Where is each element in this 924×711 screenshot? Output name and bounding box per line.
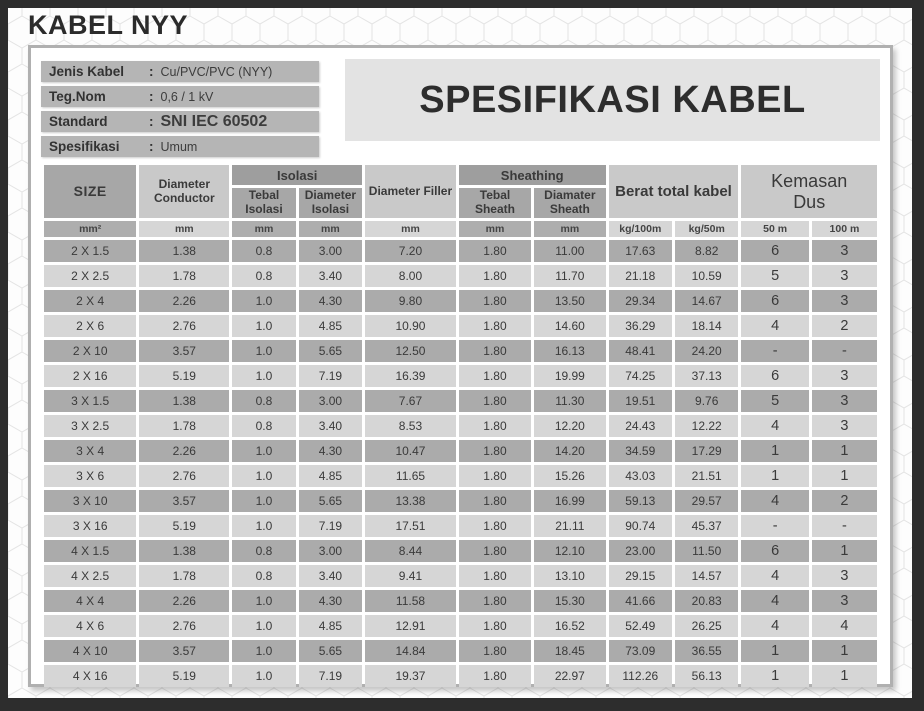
cell-value: 1.0: [232, 365, 295, 387]
cell-value: 1.80: [459, 590, 531, 612]
cell-value: 36.55: [675, 640, 738, 662]
cell-value: 23.00: [609, 540, 672, 562]
cell-size: 3 X 2.5: [44, 415, 136, 437]
table-row: [44, 640, 877, 662]
cell-value: 7.67: [365, 390, 456, 412]
cell-value: 5: [741, 390, 808, 412]
info-value: SNI IEC 60502: [160, 112, 268, 130]
cell-value: 0.8: [232, 415, 295, 437]
table-row: [44, 340, 877, 362]
table-row: [44, 390, 877, 412]
header-diameter-filler: Diameter Filler: [365, 165, 456, 218]
header-diameter-isolasi: Diameter Isolasi: [299, 188, 362, 218]
unit-cell: 100 m: [812, 221, 877, 237]
cell-value: 9.80: [365, 290, 456, 312]
cell-size: 4 X 10: [44, 640, 136, 662]
cell-value: 4: [741, 490, 808, 512]
table-row: [44, 615, 877, 637]
table-row: [44, 265, 877, 287]
info-row-teg-nom: [41, 86, 319, 107]
cell-value: 2: [812, 490, 877, 512]
cell-value: 17.63: [609, 240, 672, 262]
cell-value: 12.22: [675, 415, 738, 437]
table-row: [44, 415, 877, 437]
cell-value: 4: [741, 615, 808, 637]
table-row: [44, 315, 877, 337]
cell-value: 7.20: [365, 240, 456, 262]
table-row: [44, 240, 877, 262]
cell-value: 6: [741, 540, 808, 562]
table-row: [44, 590, 877, 612]
cell-value: 2.26: [139, 590, 229, 612]
info-value: Cu/PVC/PVC (NYY): [160, 64, 273, 79]
cell-value: 3.40: [299, 265, 362, 287]
cell-value: 5.65: [299, 340, 362, 362]
table-row: [44, 490, 877, 512]
cell-value: 5.19: [139, 665, 229, 687]
cell-value: 4: [812, 615, 877, 637]
unit-cell: mm: [299, 221, 362, 237]
cell-value: 11.70: [534, 265, 605, 287]
cell-value: 1.80: [459, 615, 531, 637]
cell-value: 1: [741, 665, 808, 687]
cell-value: 1.80: [459, 315, 531, 337]
cell-value: 17.51: [365, 515, 456, 537]
cell-value: 2.76: [139, 315, 229, 337]
cell-value: 2.76: [139, 615, 229, 637]
cell-value: 12.20: [534, 415, 605, 437]
cell-value: 1.80: [459, 390, 531, 412]
unit-cell: mm: [365, 221, 456, 237]
cell-value: 1.0: [232, 465, 295, 487]
cell-size: 2 X 6: [44, 315, 136, 337]
cell-value: 1.0: [232, 590, 295, 612]
cell-value: 3: [812, 590, 877, 612]
cell-value: 3: [812, 565, 877, 587]
unit-cell: mm: [534, 221, 605, 237]
info-row-standard: [41, 111, 319, 132]
cell-value: 9.76: [675, 390, 738, 412]
cell-value: 48.41: [609, 340, 672, 362]
cell-value: 6: [741, 290, 808, 312]
cell-value: 15.30: [534, 590, 605, 612]
cell-value: 14.67: [675, 290, 738, 312]
cell-value: 19.99: [534, 365, 605, 387]
info-label: Spesifikasi: [49, 139, 120, 154]
cell-value: 17.29: [675, 440, 738, 462]
cell-size: 3 X 10: [44, 490, 136, 512]
cell-value: 1.80: [459, 640, 531, 662]
cell-value: 0.8: [232, 540, 295, 562]
header-kemasan-dus: [741, 165, 877, 218]
cell-value: 13.10: [534, 565, 605, 587]
cell-value: 1: [812, 440, 877, 462]
unit-cell: 50 m: [741, 221, 808, 237]
cell-value: 29.57: [675, 490, 738, 512]
table-row: [44, 565, 877, 587]
cell-value: 11.50: [675, 540, 738, 562]
header-tebal-sheath: Tebal Sheath: [459, 188, 531, 218]
cell-value: 7.19: [299, 665, 362, 687]
cell-size: 4 X 1.5: [44, 540, 136, 562]
cell-value: 1.0: [232, 490, 295, 512]
cell-value: 1: [741, 440, 808, 462]
spec-title-box: [345, 59, 880, 141]
cell-size: 3 X 1.5: [44, 390, 136, 412]
cell-value: 1.0: [232, 340, 295, 362]
cell-value: 3.57: [139, 340, 229, 362]
table-row: [44, 465, 877, 487]
spec-table-body: [44, 240, 877, 687]
cell-value: 0.8: [232, 390, 295, 412]
cell-value: 21.11: [534, 515, 605, 537]
info-label: Standard: [49, 114, 108, 129]
cell-value: 4.30: [299, 590, 362, 612]
cell-value: 1.80: [459, 565, 531, 587]
unit-cell: mm: [232, 221, 295, 237]
unit-cell: kg/100m: [609, 221, 672, 237]
cell-value: 3.00: [299, 240, 362, 262]
cell-value: 3: [812, 390, 877, 412]
header-diamater-sheath: Diamater Sheath: [534, 188, 605, 218]
cell-value: 3: [812, 290, 877, 312]
cell-value: 21.18: [609, 265, 672, 287]
info-label: Teg.Nom: [49, 89, 106, 104]
cell-value: 3.00: [299, 540, 362, 562]
header-berat-total-kabel: Berat total kabel: [609, 165, 739, 218]
cell-value: 74.25: [609, 365, 672, 387]
cell-value: 18.14: [675, 315, 738, 337]
cell-size: 4 X 16: [44, 665, 136, 687]
info-colon: :: [149, 114, 154, 129]
units-row: [44, 221, 877, 237]
cell-value: 13.50: [534, 290, 605, 312]
unit-cell: mm: [459, 221, 531, 237]
cell-value: 4: [741, 315, 808, 337]
panel-header: [41, 57, 880, 157]
cell-value: 19.51: [609, 390, 672, 412]
info-colon: :: [149, 139, 154, 154]
table-row: [44, 290, 877, 312]
cell-value: 73.09: [609, 640, 672, 662]
cell-value: 14.20: [534, 440, 605, 462]
cell-value: 52.49: [609, 615, 672, 637]
cell-value: 16.52: [534, 615, 605, 637]
cell-value: 26.25: [675, 615, 738, 637]
info-value: Umum: [160, 139, 198, 154]
cell-size: 3 X 4: [44, 440, 136, 462]
cell-value: 1.80: [459, 240, 531, 262]
cell-value: 3: [812, 415, 877, 437]
info-colon: :: [149, 64, 154, 79]
cell-value: 59.13: [609, 490, 672, 512]
cell-value: 3: [812, 365, 877, 387]
cell-value: -: [812, 340, 877, 362]
cell-value: 14.84: [365, 640, 456, 662]
cell-value: 1.80: [459, 465, 531, 487]
cell-value: 5.65: [299, 640, 362, 662]
cell-value: 1.80: [459, 290, 531, 312]
cell-value: 1.80: [459, 440, 531, 462]
cell-value: 12.10: [534, 540, 605, 562]
cell-value: 0.8: [232, 265, 295, 287]
table-row: [44, 515, 877, 537]
cell-value: 1.80: [459, 665, 531, 687]
cell-value: 5: [741, 265, 808, 287]
cell-value: 4: [741, 590, 808, 612]
cell-value: 112.26: [609, 665, 672, 687]
cell-value: 15.26: [534, 465, 605, 487]
cell-value: 18.45: [534, 640, 605, 662]
cell-size: 2 X 10: [44, 340, 136, 362]
info-row-jenis-kabel: [41, 61, 319, 82]
cell-value: 5.65: [299, 490, 362, 512]
cell-value: 1.80: [459, 415, 531, 437]
cell-value: 1.38: [139, 240, 229, 262]
cell-value: 9.41: [365, 565, 456, 587]
cell-value: 22.97: [534, 665, 605, 687]
cell-value: 1.0: [232, 665, 295, 687]
header-group-sheathing: Sheathing: [459, 165, 606, 185]
cell-value: 4.30: [299, 440, 362, 462]
cell-value: 37.13: [675, 365, 738, 387]
spec-title: SPESIFIKASI KABEL: [419, 78, 806, 121]
cell-value: 1.80: [459, 515, 531, 537]
page-title: KABEL NYY: [28, 10, 189, 40]
cell-value: 36.29: [609, 315, 672, 337]
cell-value: 29.15: [609, 565, 672, 587]
cell-value: 90.74: [609, 515, 672, 537]
cell-value: 10.59: [675, 265, 738, 287]
cell-value: 14.60: [534, 315, 605, 337]
cell-value: 8.44: [365, 540, 456, 562]
header-size: SIZE: [44, 165, 136, 218]
cell-value: 29.34: [609, 290, 672, 312]
cell-value: 1.0: [232, 315, 295, 337]
cell-size: 4 X 4: [44, 590, 136, 612]
cell-value: 10.47: [365, 440, 456, 462]
unit-cell: mm: [139, 221, 229, 237]
info-value: 0,6 / 1 kV: [160, 89, 214, 104]
cell-value: 3.57: [139, 490, 229, 512]
cell-value: 20.83: [675, 590, 738, 612]
info-box: [41, 61, 319, 157]
cell-value: 5.19: [139, 365, 229, 387]
info-label: Jenis Kabel: [49, 64, 125, 79]
cell-size: 2 X 1.5: [44, 240, 136, 262]
cell-value: 0.8: [232, 565, 295, 587]
cell-value: 1.78: [139, 265, 229, 287]
cell-value: 0.8: [232, 240, 295, 262]
cell-size: 4 X 2.5: [44, 565, 136, 587]
table-row: [44, 365, 877, 387]
cell-value: 3: [812, 240, 877, 262]
cell-value: 1.80: [459, 365, 531, 387]
cell-value: 1.0: [232, 290, 295, 312]
cell-value: 8.82: [675, 240, 738, 262]
cell-value: 1.0: [232, 615, 295, 637]
cell-value: 4.30: [299, 290, 362, 312]
table-row: [44, 440, 877, 462]
cell-value: 1: [812, 640, 877, 662]
table-row: [44, 540, 877, 562]
cell-value: 1: [812, 665, 877, 687]
header-kemasan-dus-label: Kemasan Dus: [771, 170, 848, 212]
cell-value: 11.00: [534, 240, 605, 262]
cell-value: 1: [741, 640, 808, 662]
unit-cell: kg/50m: [675, 221, 738, 237]
cell-value: 4.85: [299, 465, 362, 487]
cell-value: 1.0: [232, 515, 295, 537]
cell-value: 8.00: [365, 265, 456, 287]
cell-value: 3.40: [299, 565, 362, 587]
cell-value: 10.90: [365, 315, 456, 337]
spec-panel: [28, 45, 893, 687]
cell-value: 4.85: [299, 315, 362, 337]
cell-value: 16.13: [534, 340, 605, 362]
cell-value: 3: [812, 265, 877, 287]
cell-size: 2 X 4: [44, 290, 136, 312]
cell-value: -: [812, 515, 877, 537]
cell-size: 2 X 16: [44, 365, 136, 387]
cell-value: 41.66: [609, 590, 672, 612]
cell-value: 1.0: [232, 640, 295, 662]
cell-value: 1.0: [232, 440, 295, 462]
header-diameter-conductor: Diameter Conductor: [139, 165, 229, 218]
cell-value: 16.99: [534, 490, 605, 512]
cell-value: 11.30: [534, 390, 605, 412]
cell-value: 1.80: [459, 540, 531, 562]
cell-value: 1.80: [459, 340, 531, 362]
cell-value: 2.26: [139, 290, 229, 312]
cell-value: 1: [741, 465, 808, 487]
unit-cell: mm²: [44, 221, 136, 237]
cell-size: 4 X 6: [44, 615, 136, 637]
info-colon: :: [149, 89, 154, 104]
cell-value: 56.13: [675, 665, 738, 687]
cell-value: 6: [741, 365, 808, 387]
cell-value: 13.38: [365, 490, 456, 512]
cell-value: 3.00: [299, 390, 362, 412]
cell-value: 1.80: [459, 490, 531, 512]
cell-value: 12.91: [365, 615, 456, 637]
cell-value: 7.19: [299, 515, 362, 537]
cell-value: 11.58: [365, 590, 456, 612]
cell-value: 14.57: [675, 565, 738, 587]
info-row-spesifikasi: [41, 136, 319, 157]
cell-value: 7.19: [299, 365, 362, 387]
cell-value: 4: [741, 415, 808, 437]
cell-value: 2: [812, 315, 877, 337]
cell-value: 24.43: [609, 415, 672, 437]
cell-value: 1.78: [139, 565, 229, 587]
cell-value: 2.26: [139, 440, 229, 462]
cell-size: 3 X 6: [44, 465, 136, 487]
cell-value: 21.51: [675, 465, 738, 487]
cell-value: 11.65: [365, 465, 456, 487]
cell-value: 1.38: [139, 540, 229, 562]
cell-value: 4.85: [299, 615, 362, 637]
cell-value: 19.37: [365, 665, 456, 687]
cell-value: 45.37: [675, 515, 738, 537]
cell-value: 34.59: [609, 440, 672, 462]
cell-value: 5.19: [139, 515, 229, 537]
cell-value: 1: [812, 465, 877, 487]
cell-value: 16.39: [365, 365, 456, 387]
cell-value: -: [741, 340, 808, 362]
cell-value: 1.80: [459, 265, 531, 287]
cell-value: 4: [741, 565, 808, 587]
cell-value: 43.03: [609, 465, 672, 487]
cell-value: 1.78: [139, 415, 229, 437]
spec-table: [41, 162, 880, 690]
cell-value: 3.57: [139, 640, 229, 662]
header-group-isolasi: Isolasi: [232, 165, 362, 185]
cell-value: 24.20: [675, 340, 738, 362]
cell-value: 8.53: [365, 415, 456, 437]
cell-value: 3.40: [299, 415, 362, 437]
cell-value: 1: [812, 540, 877, 562]
cell-value: 12.50: [365, 340, 456, 362]
cell-size: 3 X 16: [44, 515, 136, 537]
cell-value: -: [741, 515, 808, 537]
header-tebal-isolasi: Tebal Isolasi: [232, 188, 295, 218]
cell-value: 6: [741, 240, 808, 262]
cell-size: 2 X 2.5: [44, 265, 136, 287]
cell-value: 2.76: [139, 465, 229, 487]
cell-value: 1.38: [139, 390, 229, 412]
table-row: [44, 665, 877, 687]
